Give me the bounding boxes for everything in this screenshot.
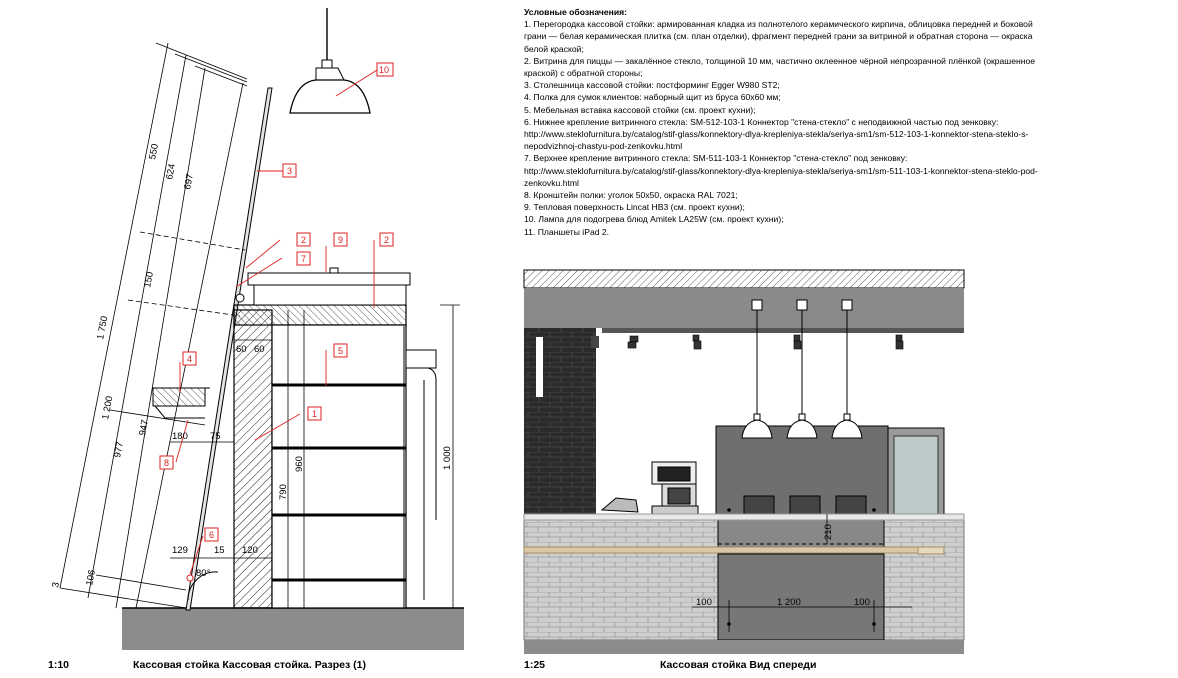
legend-line: 8. Кронштейн полки: уголок 50х50, окраска RAL 7021; [524, 190, 738, 201]
legend-line: 1. Перегородка кассовой стойки: армированная кладка из полнотелого керамического кирпича, облицовка передней и боковой [524, 19, 1033, 30]
dim-1750: 1 750 [95, 315, 111, 341]
ceiling-spotlights [628, 335, 903, 349]
dim-129: 129 [172, 545, 188, 556]
dim-180: 180 [172, 431, 188, 442]
tag-3-label: 3 [287, 166, 293, 176]
legend-line: 3. Столешница кассовой стойки: постформинг Egger W980 ST2; [524, 80, 780, 91]
legend [524, 6, 1164, 238]
tag-6-label: 6 [209, 530, 215, 540]
front-dim-100b: 100 [854, 597, 870, 608]
ceiling-slab [524, 270, 964, 288]
tag-10-label: 10 [379, 65, 390, 75]
tag-8-label: 8 [164, 458, 170, 468]
front-scale: 1:25 [524, 659, 546, 671]
legend-line: 9. Тепловая поверхность Lincat HB3 (см. проект кухни); [524, 202, 745, 213]
front-title: Кассовая стойка Вид спереди [660, 659, 817, 671]
dim-60a: 60 [236, 344, 247, 355]
dim-550: 550 [147, 142, 161, 161]
bag-shelf-front [524, 547, 944, 553]
front-dim-100a: 100 [696, 597, 712, 608]
counter-body [234, 268, 436, 608]
dim-15: 15 [214, 545, 225, 556]
brick-counter-right [884, 514, 964, 640]
tag-5-label: 5 [338, 346, 344, 356]
legend-line: белой краской; [524, 43, 584, 54]
front-dim-210: 210 [823, 524, 834, 540]
dim-960: 960 [294, 456, 305, 472]
legend-line: 4. Полка для сумок клиентов: наборный щит из бруса 60х60 мм; [524, 92, 781, 103]
legend-line: грани — белая керамическая плитка (см. план отделки), фрагмент передней грани за витриной и обратная сторона — окраска [524, 31, 1033, 42]
section-scale: 1:10 [48, 659, 70, 671]
counter-top-front [524, 514, 964, 520]
legend-line: nepodvizhnoj-chastyu-pod-zenkovku.html [524, 141, 683, 152]
counter-center-panel [718, 552, 884, 640]
tag-4-label: 4 [187, 354, 193, 364]
front-floor [524, 640, 964, 654]
tag-1-label: 1 [312, 409, 318, 419]
dark-brick-wall [524, 328, 596, 518]
dim-angle: 80° [196, 568, 211, 579]
inclined-dimensions [60, 43, 247, 608]
dim-60b: 60 [254, 344, 265, 355]
floor-slab [122, 608, 464, 650]
pos-terminal [602, 462, 698, 514]
dim-3: 3 [50, 581, 62, 589]
legend-line: 11. Планшеты iPad 2. [524, 226, 610, 237]
bag-shelf [153, 388, 205, 406]
section-drawing [0, 0, 480, 650]
dim-106: 106 [84, 568, 98, 587]
dim-697: 697 [182, 172, 196, 191]
legend-line: 6. Нижнее крепление витринного стекла: SM-512-103-1 Коннектор "стена-стекло" с неподвижной частью под зенковку: [524, 116, 999, 127]
dim-1000: 1 000 [442, 446, 453, 470]
dim-977: 977 [112, 440, 126, 459]
dim-947: 947 [137, 418, 151, 437]
tag-9-label: 9 [338, 235, 344, 245]
top-connector [236, 294, 244, 302]
legend-line: 5. Мебельная вставка кассовой стойки (см. проект кухни); [524, 104, 756, 115]
tag-2a-label: 2 [301, 235, 307, 245]
legend-line: 2. Витрина для пиццы — закалённое стекло, толщиной 10 мм, частично оклеенное чёрной непрозрачной плёнкой (окрашенное [524, 55, 1036, 66]
legend-line: zenkovku.html [524, 177, 579, 188]
heat-lamp [290, 8, 377, 113]
dim-120: 120 [242, 545, 258, 556]
tag-2b-label: 2 [384, 235, 390, 245]
dim-790: 790 [278, 484, 289, 500]
dim-75: 75 [210, 431, 221, 442]
dim-150: 150 [142, 270, 156, 289]
front-dim-1200: 1 200 [777, 597, 801, 608]
legend-line: 7. Верхнее крепление витринного стекла: SM-511-103-1 Коннектор "стена-стекло" под зенковку: [524, 153, 908, 164]
dim-1200: 1 200 [100, 395, 116, 421]
ceiling-rail [602, 328, 964, 333]
legend-title: Условные обозначения: [524, 7, 627, 17]
legend-line: краской) с обратной стороны; [524, 68, 643, 79]
brick-counter-left [524, 514, 720, 640]
bottom-connector [187, 575, 193, 581]
legend-line: http://www.steklofurnitura.by/catalog/stif-glass/konnektory-dlya-krepleniya-stekla/seriya-sm1/sm-511-103-1-konnektor-stena-steklo-pod- [524, 165, 1038, 176]
front-view-drawing [522, 262, 976, 662]
legend-line: http://www.steklofurnitura.by/catalog/stif-glass/konnektory-dlya-krepleniya-stekla/seriya-sm1/sm-512-103-1-konnektor-stena-steklo-s- [524, 129, 1029, 140]
tag-7-label: 7 [301, 254, 307, 264]
dim-624: 624 [164, 162, 178, 181]
section-title: Кассовая стойка Кассовая стойка. Разрез (1) [133, 659, 366, 671]
legend-line: 10. Лампа для подогрева блюд Amitek LA25W (см. проект кухни); [524, 214, 784, 225]
